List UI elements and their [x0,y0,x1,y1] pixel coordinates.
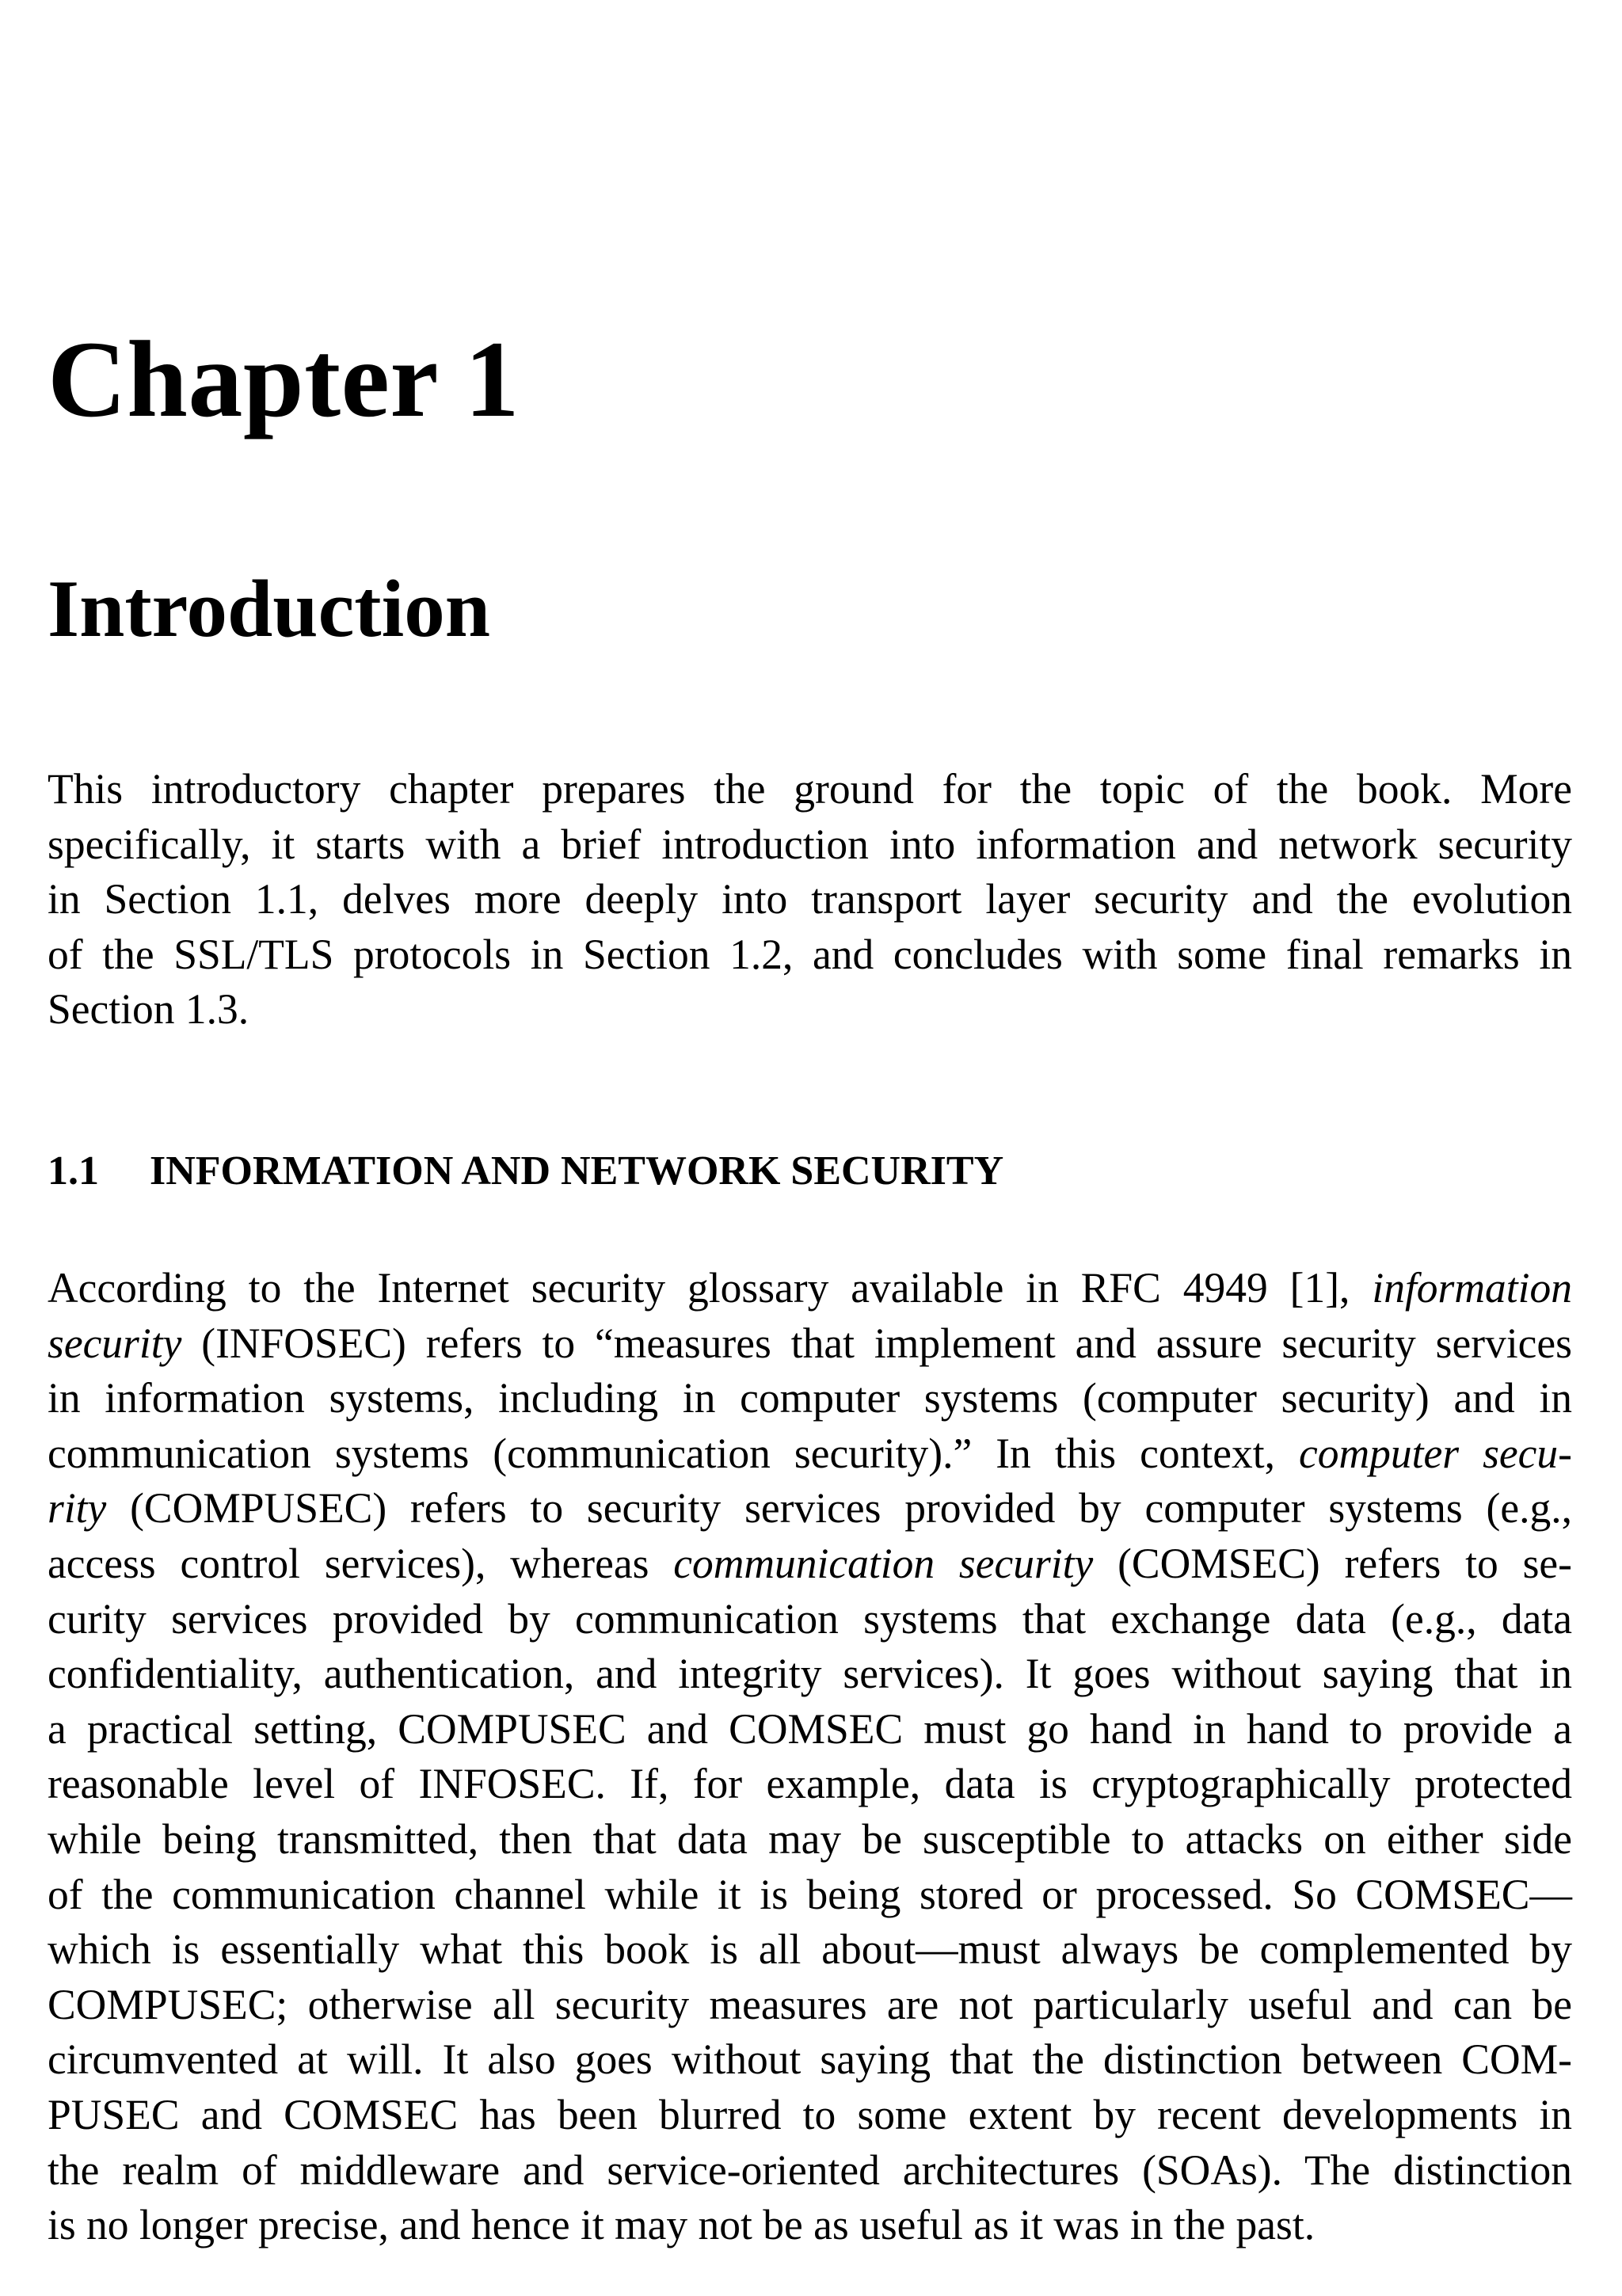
book-page [48,0,1572,2296]
text-run: (COMSEC) refers to se- [1093,1539,1572,1587]
body-line [48,1647,1572,1702]
body-line [48,2088,1572,2143]
text-run: (INFOSEC) refers to “measures that implement and assure security services [181,1319,1572,1367]
body-line [48,1481,1572,1536]
italic-term: computer secu- [1299,1429,1572,1477]
body-line [48,1316,1572,1372]
text-run: a practical setting, COMPUSEC and COMSEC must go hand in hand to provide a [48,1704,1572,1753]
text-run: reasonable level of INFOSEC. If, for example, data is cryptographically protected [48,1760,1572,1808]
text-run: COMPUSEC; otherwise all security measures are not particularly useful and can be [48,1980,1572,2028]
text-run: circumvented at will. It also goes without saying that the distinction between COM- [48,2035,1572,2084]
text-run: communication systems (communication security).” In this context, [48,1429,1300,1477]
body-line [48,1592,1572,1647]
section-number: 1.1 [48,1148,99,1194]
intro-paragraph [48,762,1572,1038]
body-line [48,1261,1572,1316]
body-paragraph [48,1261,1572,2253]
body-line [48,1536,1572,1592]
text-run: the realm of middleware and service-oriented architectures (SOAs). The distinction [48,2146,1572,2194]
body-line [48,1922,1572,1978]
text-run: while being transmitted, then that data may be susceptible to attacks on either side [48,1814,1572,1863]
body-line [48,2143,1572,2199]
body-line [48,2198,1572,2253]
italic-term: security [48,1319,182,1367]
text-run: confidentiality, authentication, and integrity services). It goes without saying that in [48,1650,1572,1698]
italic-term: information [1372,1264,1572,1312]
text-run: curity services provided by communication systems that exchange data (e.g., data [48,1594,1572,1643]
chapter-label: Chapter 1 [48,318,520,440]
text-run: which is essentially what this book is all about—must always be complemented by [48,1925,1572,1974]
intro-line: of the SSL/TLS protocols in Section 1.2, and concludes with some final remarks in [48,930,1572,978]
intro-line: This introductory chapter prepares the ground for the topic of the book. More [48,765,1572,813]
body-line [48,1978,1572,2033]
italic-term: rity [48,1484,107,1533]
body-line [48,1702,1572,1757]
text-run: is no longer precise, and hence it may not be as useful as it was in the past. [48,2201,1315,2249]
text-run: PUSEC and COMSEC has been blurred to some extent by recent developments in [48,2090,1572,2138]
intro-line: Section 1.3. [48,985,249,1034]
body-line [48,1868,1572,1923]
body-line [48,1426,1572,1482]
intro-line: specifically, it starts with a brief introduction into information and network security [48,820,1572,868]
body-line [48,1812,1572,1868]
text-run: in information systems, including in computer systems (computer security) and in [48,1374,1572,1422]
text-run: access control services), whereas [48,1539,674,1587]
text-run: of the communication channel while it is being stored or processed. So COMSEC— [48,1870,1572,1918]
body-line [48,1371,1572,1426]
body-line [48,2032,1572,2088]
section-title: INFORMATION AND NETWORK SECURITY [150,1148,1004,1194]
text-run: According to the Internet security glossary available in RFC 4949 [1], [48,1264,1373,1312]
text-run: (COMPUSEC) refers to security services provided by computer systems (e.g., [106,1484,1572,1533]
intro-line: in Section 1.1, delves more deeply into transport layer security and the evolution [48,875,1572,923]
italic-term: communication security [673,1539,1094,1587]
section-heading [48,1147,1003,1196]
chapter-title: Introduction [48,564,491,654]
body-line [48,1757,1572,1812]
